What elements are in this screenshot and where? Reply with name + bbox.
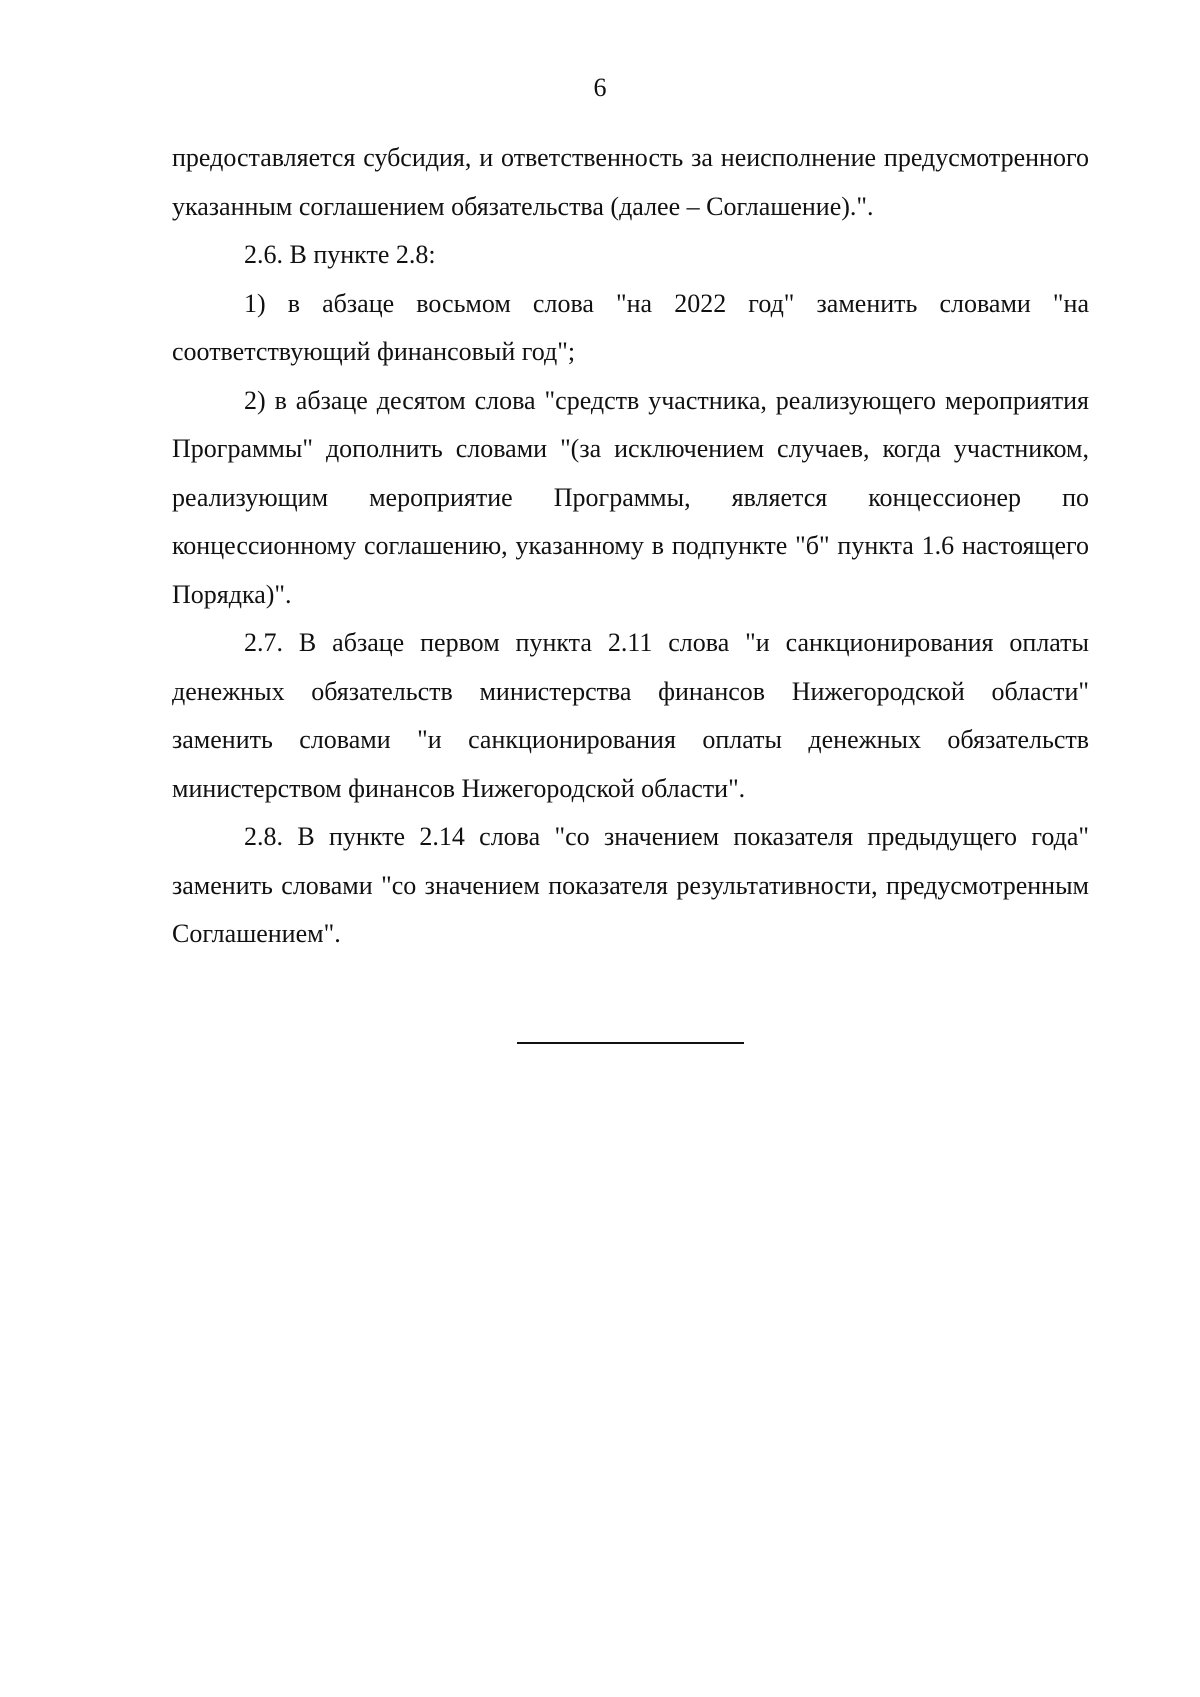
document-body [172, 134, 1089, 959]
paragraph-2-8: 2.8. В пункте 2.14 слова "со значением показателя предыдущего года" заменить словами "со значением показателя результативности, предусмотренным Соглашением". [172, 822, 1089, 948]
paragraph-2-6-item-1: 1) в абзаце восьмом слова "на 2022 год" заменить словами "на соответствующий финансовый год"; [172, 288, 1089, 366]
paragraph-2-7: 2.7. В абзаце первом пункта 2.11 слова "и санкционирования оплаты денежных обязательств министерства финансов Нижегородской области" заменить словами "и санкционирования оплаты денежных обязательств министерством финансов Нижегородской области". [172, 628, 1089, 803]
paragraph-continuation: предоставляется субсидия, и ответственность за неисполнение предусмотренного указанным соглашением обязательства (далее – Соглашение).". [172, 143, 1089, 221]
paragraph-2-6-item-2: 2) в абзаце десятом слова "средств участника, реализующего мероприятия Программы" дополнить словами "(за исключением случаев, когда участником, реализующим мероприятие Программы, является концессионер по концессионному соглашению, указанному в подпункте "б" пункта 1.6 настоящего Порядка)". [172, 385, 1089, 609]
paragraph-2-6-heading: 2.6. В пункте 2.8: [244, 240, 436, 269]
page-number: 6 [593, 73, 607, 102]
end-separator-line [517, 1042, 744, 1044]
